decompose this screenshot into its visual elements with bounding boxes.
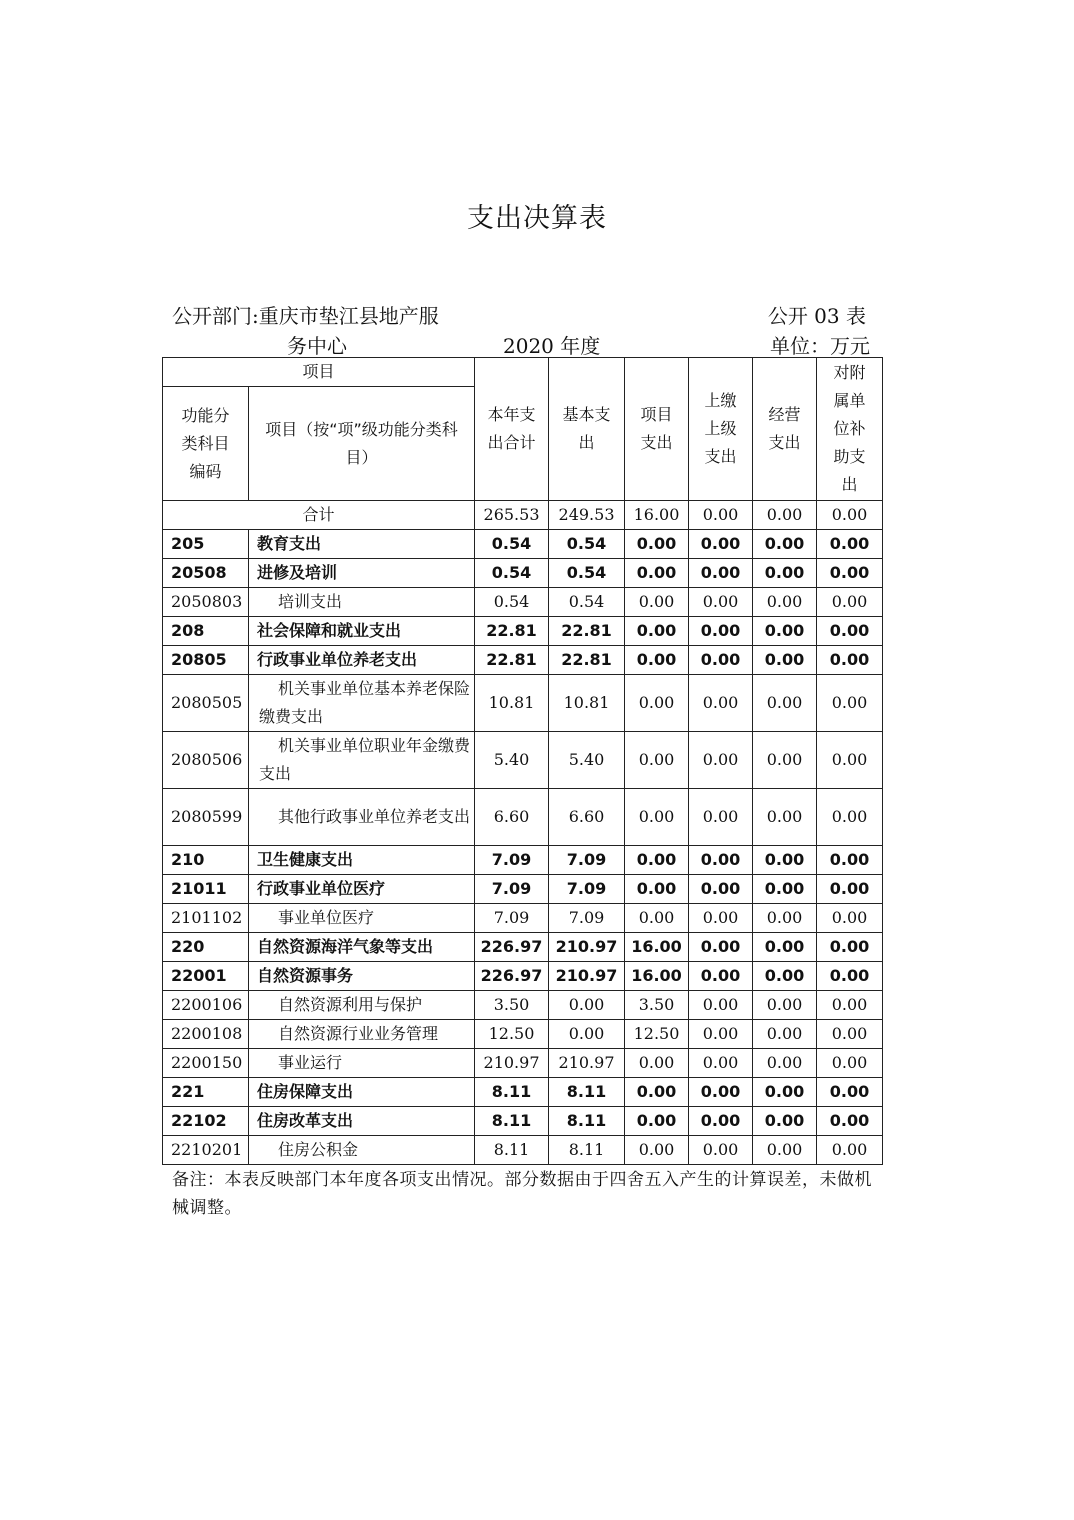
col-basic-label: 基本支出 (562, 405, 611, 452)
row-name (249, 675, 475, 732)
row-value: 10.81 (475, 675, 549, 732)
row-name: 住房改革支出 (249, 1107, 475, 1136)
col-name (249, 387, 475, 501)
row-value: 0.00 (817, 732, 883, 789)
row-code: 2200106 (163, 991, 249, 1020)
row-value: 0.00 (625, 1049, 689, 1078)
row-value: 8.11 (549, 1136, 625, 1165)
row-code: 2080506 (163, 732, 249, 789)
row-value: 0.00 (817, 588, 883, 617)
page-title: 支出决算表 (467, 203, 607, 234)
header-row-group (163, 358, 883, 387)
row-code: 205 (163, 530, 249, 559)
row-value: 7.09 (549, 846, 625, 875)
row-value: 0.00 (753, 933, 817, 962)
table-row (163, 675, 883, 732)
row-value: 0.00 (625, 732, 689, 789)
row-code: 20508 (163, 559, 249, 588)
row-value: 7.09 (475, 875, 549, 904)
table-row (163, 1020, 883, 1049)
row-value: 3.50 (625, 991, 689, 1020)
row-value: 0.00 (625, 646, 689, 675)
row-value: 0.00 (753, 675, 817, 732)
row-value: 0.00 (689, 789, 753, 846)
row-name: 自然资源海洋气象等支出 (249, 933, 475, 962)
col-project (625, 358, 689, 501)
fiscal-year: 2020 年度 (503, 334, 601, 358)
row-name: 进修及培训 (249, 559, 475, 588)
row-code: 2200150 (163, 1049, 249, 1078)
row-value: 210.97 (475, 1049, 549, 1078)
row-value: 0.54 (549, 559, 625, 588)
table-row (163, 1049, 883, 1078)
row-name: 卫生健康支出 (249, 846, 475, 875)
row-value: 0.00 (753, 530, 817, 559)
row-code: 208 (163, 617, 249, 646)
row-value: 8.11 (475, 1078, 549, 1107)
row-name-text: 其他行政事业单位养老支出 (278, 807, 471, 826)
row-value: 0.00 (817, 1049, 883, 1078)
table-row (163, 875, 883, 904)
row-value: 0.00 (753, 875, 817, 904)
row-value: 0.00 (817, 962, 883, 991)
row-value: 0.00 (689, 559, 753, 588)
row-value: 226.97 (475, 962, 549, 991)
department-line-1: 公开部门:重庆市垫江县地产服 (172, 304, 439, 328)
total-value: 265.53 (475, 501, 549, 530)
total-value: 0.00 (753, 501, 817, 530)
row-value: 8.11 (549, 1078, 625, 1107)
row-value: 0.00 (817, 789, 883, 846)
row-value: 0.00 (625, 904, 689, 933)
row-name: 培训支出 (249, 588, 475, 617)
row-name: 行政事业单位医疗 (249, 875, 475, 904)
row-name: 事业运行 (249, 1049, 475, 1078)
row-value: 0.54 (475, 530, 549, 559)
table-row (163, 1078, 883, 1107)
row-name: 自然资源事务 (249, 962, 475, 991)
table-row (163, 991, 883, 1020)
row-value: 210.97 (549, 1049, 625, 1078)
row-value: 0.00 (817, 933, 883, 962)
row-value: 0.00 (817, 1136, 883, 1165)
row-value: 0.54 (549, 530, 625, 559)
row-value: 0.00 (753, 789, 817, 846)
row-value: 0.00 (689, 646, 753, 675)
col-basic (549, 358, 625, 501)
col-name-label: 项目（按“项”级功能分类科目） (265, 419, 458, 467)
row-value: 0.00 (625, 675, 689, 732)
row-value: 0.00 (753, 904, 817, 933)
row-value: 16.00 (625, 962, 689, 991)
row-value: 0.00 (817, 846, 883, 875)
row-value: 0.00 (549, 1020, 625, 1049)
row-value: 0.00 (689, 875, 753, 904)
col-business-label: 经营支出 (768, 405, 801, 452)
row-value: 0.00 (689, 1078, 753, 1107)
row-name: 住房公积金 (249, 1136, 475, 1165)
table-row (163, 846, 883, 875)
unit-label: 单位：万元 (770, 334, 870, 358)
table-row (163, 617, 883, 646)
row-value: 0.00 (625, 1078, 689, 1107)
col-group-project: 项目 (163, 358, 475, 387)
row-value: 0.00 (817, 559, 883, 588)
row-code: 220 (163, 933, 249, 962)
row-value: 22.81 (549, 617, 625, 646)
table-row (163, 962, 883, 991)
row-code: 2080599 (163, 789, 249, 846)
row-value: 0.54 (549, 588, 625, 617)
col-code (163, 387, 249, 501)
row-value: 0.00 (753, 559, 817, 588)
row-value: 0.00 (689, 1107, 753, 1136)
total-value: 0.00 (817, 501, 883, 530)
row-value: 0.00 (817, 617, 883, 646)
table-code: 公开 03 表 (767, 304, 866, 328)
row-code: 2080505 (163, 675, 249, 732)
row-value: 0.00 (817, 530, 883, 559)
row-value: 0.00 (817, 1078, 883, 1107)
col-total-label: 本年支出合计 (487, 405, 536, 452)
row-value: 0.00 (625, 1136, 689, 1165)
row-value: 210.97 (549, 962, 625, 991)
row-code: 2101102 (163, 904, 249, 933)
row-value: 0.00 (817, 1020, 883, 1049)
row-value: 7.09 (475, 846, 549, 875)
row-code: 22102 (163, 1107, 249, 1136)
footnote: 备注：本表反映部门本年度各项支出情况。部分数据由于四舍五入产生的计算误差，未做机械调整。 (172, 1170, 872, 1218)
row-value: 0.00 (625, 617, 689, 646)
row-value: 0.00 (753, 1078, 817, 1107)
row-value: 0.00 (689, 588, 753, 617)
row-value: 7.09 (475, 904, 549, 933)
row-name: 行政事业单位养老支出 (249, 646, 475, 675)
row-value: 8.11 (549, 1107, 625, 1136)
col-upper-label: 上缴上级支出 (704, 391, 737, 466)
row-value: 0.00 (753, 1107, 817, 1136)
row-value: 10.81 (549, 675, 625, 732)
row-value: 6.60 (549, 789, 625, 846)
row-name (249, 789, 475, 846)
total-value: 249.53 (549, 501, 625, 530)
row-value: 0.54 (475, 559, 549, 588)
total-label: 合计 (163, 501, 475, 530)
row-value: 226.97 (475, 933, 549, 962)
row-value: 0.00 (625, 875, 689, 904)
table-row (163, 1136, 883, 1165)
row-value: 0.00 (689, 904, 753, 933)
row-value: 0.00 (689, 962, 753, 991)
row-value: 3.50 (475, 991, 549, 1020)
row-value: 0.00 (689, 1020, 753, 1049)
table-row (163, 646, 883, 675)
row-value: 0.00 (689, 846, 753, 875)
table-row (163, 789, 883, 846)
col-business (753, 358, 817, 501)
row-value: 8.11 (475, 1107, 549, 1136)
row-code: 20805 (163, 646, 249, 675)
col-upper (689, 358, 753, 501)
row-value: 0.00 (625, 1107, 689, 1136)
row-value: 12.50 (625, 1020, 689, 1049)
row-value: 0.00 (753, 646, 817, 675)
row-value: 22.81 (475, 617, 549, 646)
row-name-text: 机关事业单位基本养老保险缴费支出 (259, 679, 471, 726)
row-value: 7.09 (549, 875, 625, 904)
row-code: 21011 (163, 875, 249, 904)
row-value: 210.97 (549, 933, 625, 962)
row-value: 0.00 (625, 559, 689, 588)
table-row (163, 530, 883, 559)
row-value: 0.00 (625, 846, 689, 875)
col-subsidy (817, 358, 883, 501)
table-row (163, 588, 883, 617)
row-value: 6.60 (475, 789, 549, 846)
row-value: 0.00 (689, 732, 753, 789)
row-value: 22.81 (475, 646, 549, 675)
row-value: 0.00 (625, 789, 689, 846)
department-line-2: 务中心 (287, 334, 347, 358)
table-row (163, 1107, 883, 1136)
row-value: 5.40 (549, 732, 625, 789)
row-value: 0.00 (753, 846, 817, 875)
row-value: 0.00 (625, 588, 689, 617)
row-value: 0.00 (689, 675, 753, 732)
row-name (249, 732, 475, 789)
row-name: 社会保障和就业支出 (249, 617, 475, 646)
row-code: 221 (163, 1078, 249, 1107)
row-value: 0.00 (625, 530, 689, 559)
row-code: 2210201 (163, 1136, 249, 1165)
row-value: 7.09 (549, 904, 625, 933)
table-row (163, 904, 883, 933)
row-name: 自然资源行业业务管理 (249, 1020, 475, 1049)
row-code: 210 (163, 846, 249, 875)
row-value: 0.00 (689, 1136, 753, 1165)
row-value: 0.00 (689, 1049, 753, 1078)
row-code: 22001 (163, 962, 249, 991)
row-value: 0.00 (817, 991, 883, 1020)
row-value: 0.00 (817, 646, 883, 675)
row-value: 0.00 (753, 1136, 817, 1165)
row-name: 自然资源利用与保护 (249, 991, 475, 1020)
row-value: 12.50 (475, 1020, 549, 1049)
row-value: 5.40 (475, 732, 549, 789)
row-name-text: 机关事业单位职业年金缴费支出 (259, 736, 471, 783)
row-value: 0.00 (753, 617, 817, 646)
row-value: 0.00 (689, 991, 753, 1020)
row-value: 8.11 (475, 1136, 549, 1165)
row-code: 2050803 (163, 588, 249, 617)
table-row (163, 933, 883, 962)
row-value: 0.00 (817, 1107, 883, 1136)
total-row (163, 501, 883, 530)
row-value: 0.00 (753, 991, 817, 1020)
row-value: 0.00 (689, 530, 753, 559)
col-total (475, 358, 549, 501)
row-name: 事业单位医疗 (249, 904, 475, 933)
row-name: 住房保障支出 (249, 1078, 475, 1107)
row-value: 0.00 (689, 617, 753, 646)
col-subsidy-label: 对附属单位补助支出 (833, 363, 866, 494)
total-value: 16.00 (625, 501, 689, 530)
row-value: 0.00 (817, 875, 883, 904)
row-value: 0.00 (753, 588, 817, 617)
row-value: 0.00 (817, 904, 883, 933)
row-value: 0.00 (753, 962, 817, 991)
row-value: 0.00 (689, 933, 753, 962)
col-code-label: 功能分类科目编码 (181, 405, 230, 481)
row-value: 0.54 (475, 588, 549, 617)
table-row (163, 732, 883, 789)
row-code: 2200108 (163, 1020, 249, 1049)
row-value: 0.00 (753, 1020, 817, 1049)
row-value: 22.81 (549, 646, 625, 675)
total-value: 0.00 (689, 501, 753, 530)
row-value: 0.00 (817, 675, 883, 732)
table-row (163, 559, 883, 588)
row-value: 0.00 (753, 1049, 817, 1078)
row-value: 16.00 (625, 933, 689, 962)
row-value: 0.00 (549, 991, 625, 1020)
row-name: 教育支出 (249, 530, 475, 559)
col-project-label: 项目支出 (640, 405, 673, 452)
row-value: 0.00 (753, 732, 817, 789)
expenditure-table (162, 357, 883, 1165)
